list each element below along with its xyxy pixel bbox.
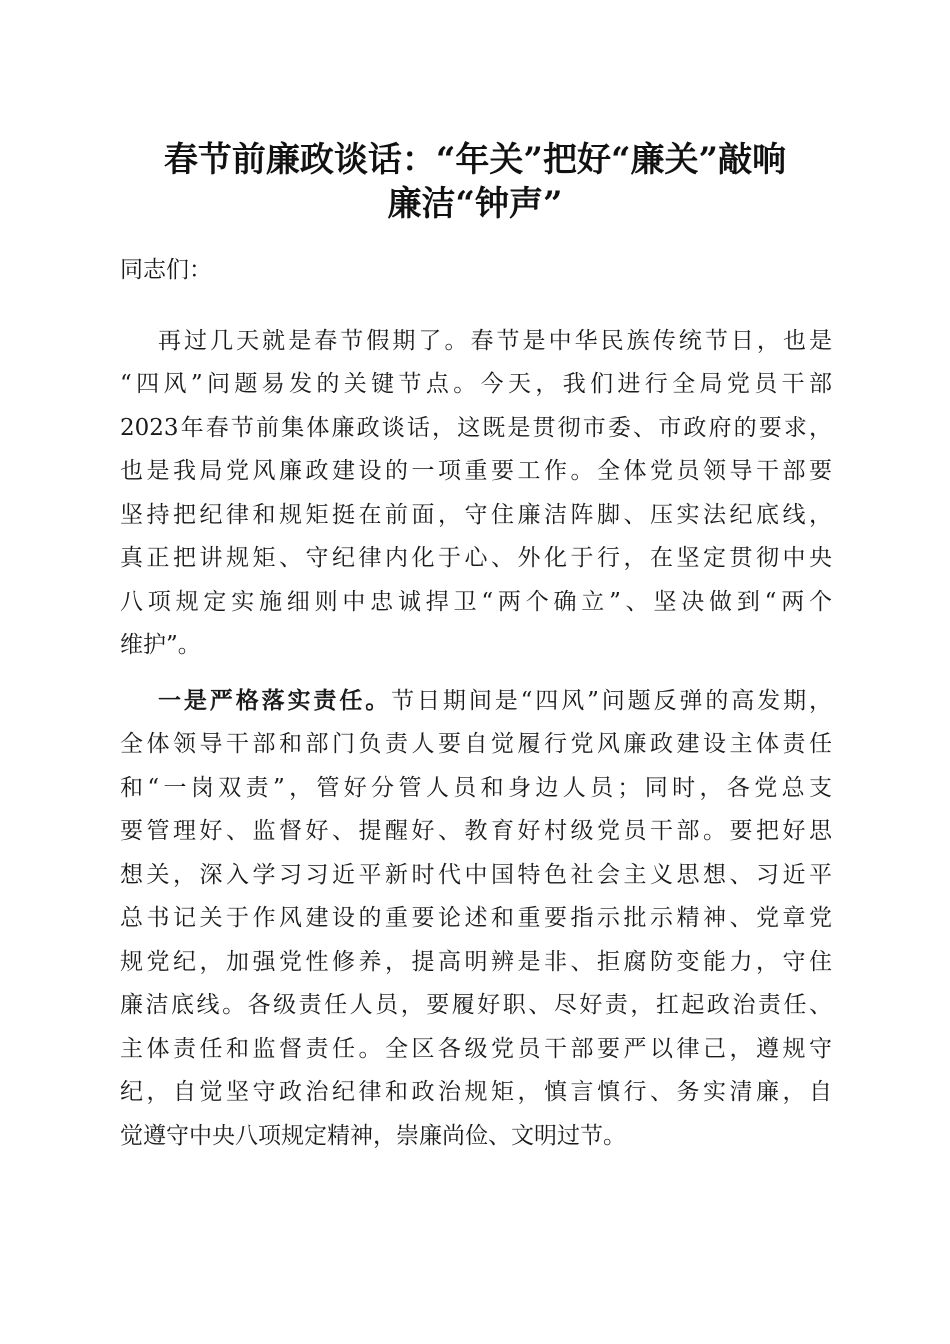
paragraph1-line-2: “四风”问题易发的关键节点。今天，我们进行全局党员干部	[120, 371, 832, 397]
paragraph2-line-4: 要管理好、监督好、提醒好、教育好村级党员干部。要把好思	[120, 818, 832, 844]
title-line-2: 廉洁“钟声”	[387, 184, 563, 224]
paragraph2-line-1	[120, 686, 832, 716]
paragraph1-line-4: 也是我局党风廉政建设的一项重要工作。全体党员领导干部要	[120, 458, 832, 484]
paragraph1-line-8: 维护”。	[120, 632, 201, 658]
paragraph1-line-1: 再过几天就是春节假期了。春节是中华民族传统节日，也是	[158, 328, 832, 354]
paragraph2-line-6: 总书记关于作风建设的重要论述和重要指示批示精神、党章党	[120, 905, 832, 931]
paragraph2-line-7: 规党纪，加强党性修养，提高明辨是非、拒腐防变能力，守住	[120, 949, 832, 975]
paragraph2-line-10: 纪，自觉坚守政治纪律和政治规矩，慎言慎行、务实清廉，自	[120, 1079, 832, 1105]
title-line-1: 春节前廉政谈话：“年关”把好“廉关”敲响	[163, 140, 787, 180]
paragraph2-first-rest: 节日期间是“四风”问题反弹的高发期，	[391, 688, 832, 714]
paragraph1-line-5: 坚持把纪律和规矩挺在前面，守住廉洁阵脚、压实法纪底线，	[120, 502, 832, 528]
paragraph1-line-7: 八项规定实施细则中忠诚捍卫“两个确立”、坚决做到“两个	[120, 589, 832, 615]
paragraph2-heading: 一是严格落实责任。	[158, 687, 392, 714]
paragraph2-line-11: 觉遵守中央八项规定精神，崇廉尚俭、文明过节。	[120, 1123, 626, 1149]
paragraph2-line-2: 全体领导干部和部门负责人要自觉履行党风廉政建设主体责任	[120, 731, 832, 757]
paragraph2-line-3: 和“一岗双责”，管好分管人员和身边人员；同时，各党总支	[120, 775, 832, 801]
salutation: 同志们：	[120, 257, 212, 283]
paragraph2-line-8: 廉洁底线。各级责任人员，要履好职、尽好责，扛起政治责任、	[120, 992, 832, 1018]
paragraph1-line-3: 2023年春节前集体廉政谈话，这既是贯彻市委、市政府的要求，	[120, 415, 832, 441]
paragraph2-line-5: 想关，深入学习习近平新时代中国特色社会主义思想、习近平	[120, 862, 832, 888]
paragraph2-line-9: 主体责任和监督责任。全区各级党员干部要严以律己，遵规守	[120, 1036, 832, 1062]
paragraph1-line-6: 真正把讲规矩、守纪律内化于心、外化于行，在坚定贯彻中央	[120, 545, 832, 571]
